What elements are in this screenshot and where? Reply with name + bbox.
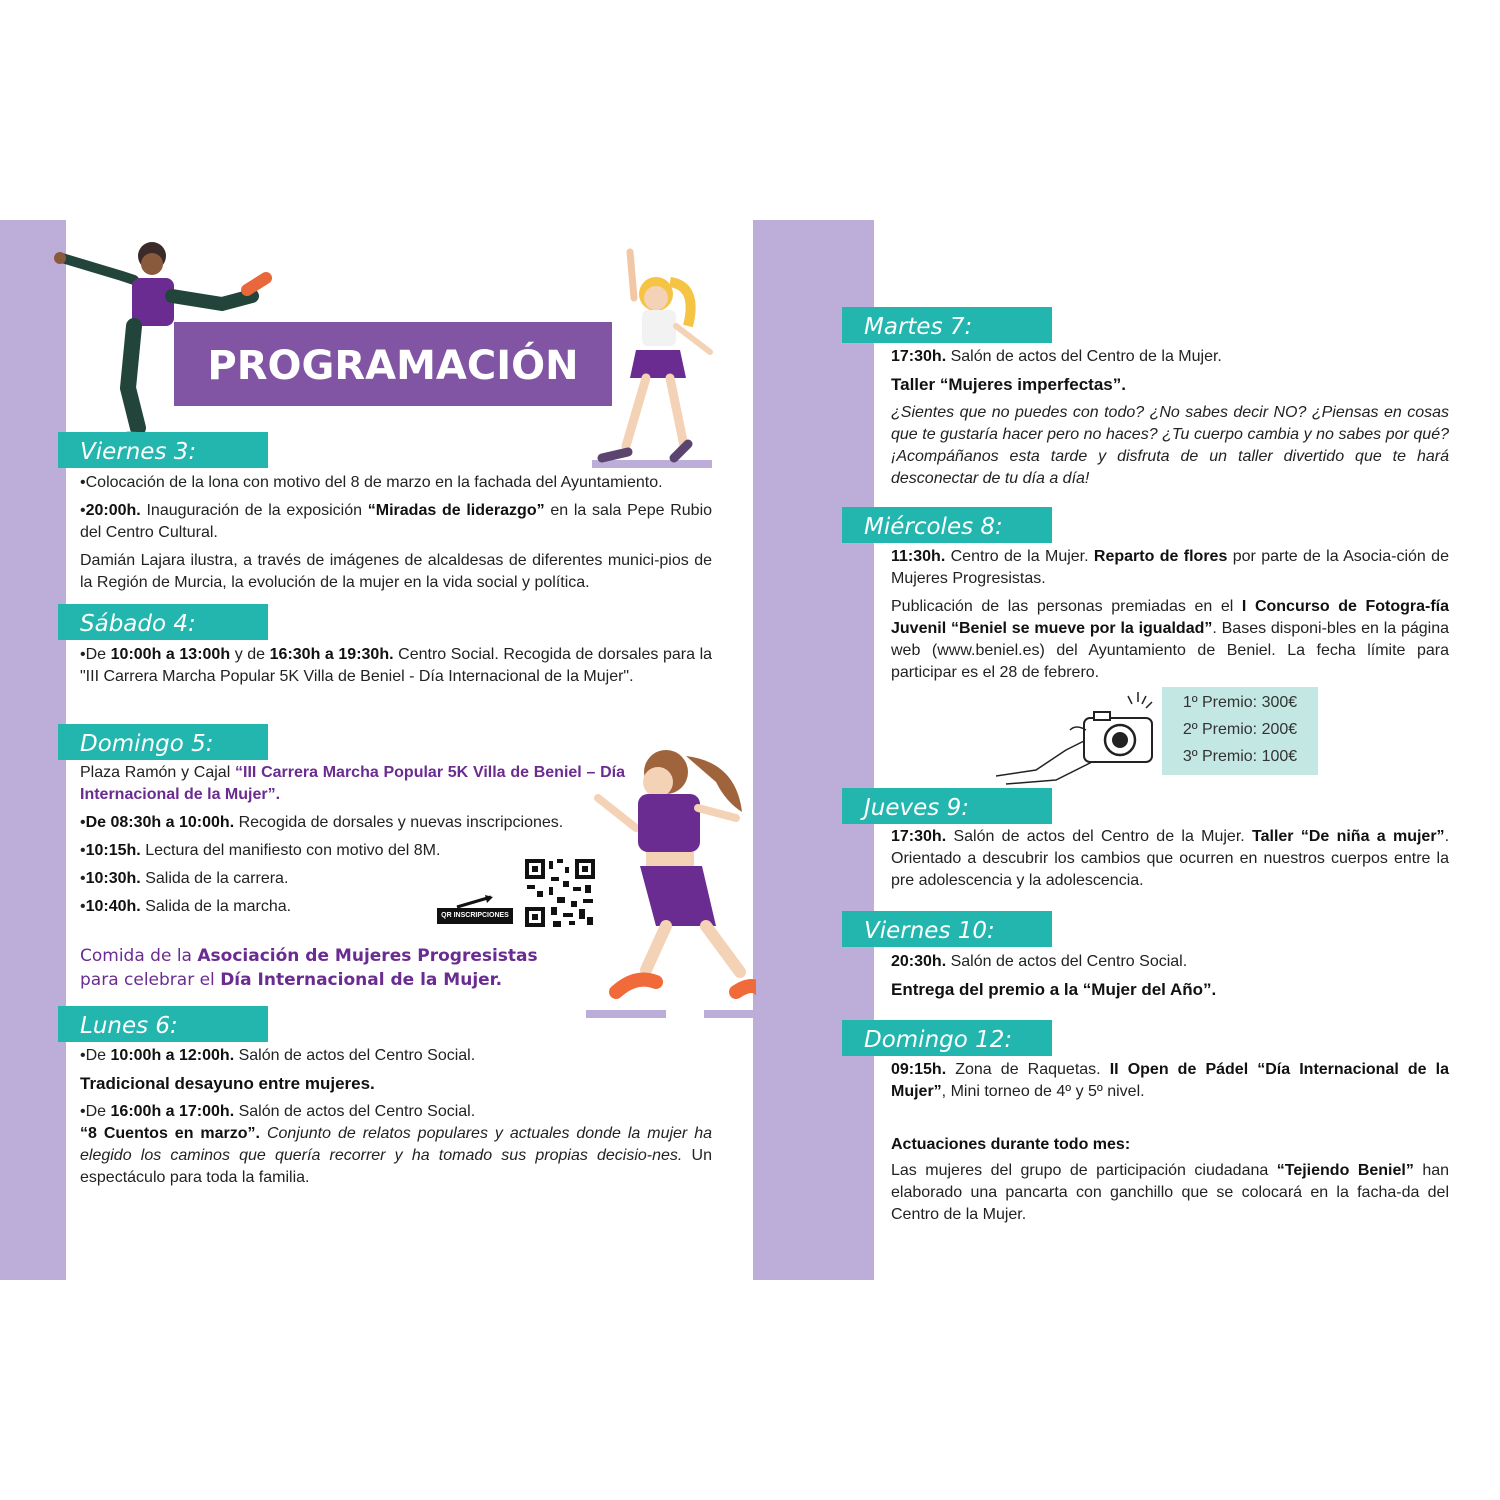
lunch-announcement: Comida de la Asociación de Mujeres Progresistas para celebrar el Día Internacional de la Mujer. bbox=[80, 946, 538, 990]
prizes-box bbox=[1162, 687, 1318, 775]
prize-3: 3º Premio: 100€ bbox=[1182, 748, 1298, 765]
runner-woman-illustration bbox=[586, 742, 756, 1022]
day-header-miercoles-8: Miércoles 8: bbox=[842, 507, 1052, 543]
domingo-5-content: Plaza Ramón y Cajal “III Carrera Marcha Popular 5K Villa de Beniel – Día Internacional de la Mujer”. • De 08:30h a 10:00h. Recogida de dorsales y nuevas inscripciones. • 10:15h. Lectura del manifiesto con motivo del 8M. • 10:30h. Salida de la carrera. • 10:40h. Salida de la marcha. bbox=[80, 762, 625, 924]
prize-2: 2º Premio: 200€ bbox=[1182, 721, 1298, 738]
day-header-viernes-3: Viernes 3: bbox=[58, 432, 268, 468]
martes-7-content: 17:30h. Salón de actos del Centro de la Mujer. Taller “Mujeres imperfectas”. ¿Sientes que no puedes con todo? ¿No sabes decir NO? ¿Piensas en cosas que te gustaría hacer pero no haces? ¿Tu cuerpo cambia y no sabes por qué? ¡Acompáñanos esta tarde y disfruta de un taller divertido que te hará desconectar de tu día a día! bbox=[891, 348, 1449, 487]
viernes-3-item-2: • 20:00h. Inauguración de la exposición “Miradas de liderazgo” en la sala Pepe Rubio del Centro Cultural. bbox=[80, 500, 712, 544]
sabado-4-content: • De 10:00h a 13:00h y de 16:30h a 19:30h. Centro Social. Recogida de dorsales para la "III Carrera Marcha Popular 5K Villa de Beniel - Día Internacional de la Mujer". bbox=[80, 644, 712, 694]
prize-1: 1º Premio: 300€ bbox=[1182, 694, 1298, 711]
miercoles-8-content: 11:30h. Centro de la Mujer. Reparto de flores por parte de la Asocia-ción de Mujeres Progresistas. Publicación de las personas premiadas en el I Concurso de Fotogra-fía Juvenil “Beniel se mueve por la igualdad”. Bases disponi-bles en la página web (www.beniel.es) del Ayuntamiento de Beniel. La fecha límite para participar es el 28 de febrero. bbox=[891, 548, 1450, 681]
lunes-6-content: • De 10:00h a 12:00h. Salón de actos del Centro Social. Tradicional desayuno entre mujeres. • De 16:00h a 17:00h. Salón de actos del Centro Social. “8 Cuentos en marzo”. Conjunto de relatos populares y actuales donde la mujer ha elegido los caminos que quería recorrer y ha tomado sus propias decisio-nes. Un espectáculo para toda la familia. bbox=[80, 1045, 712, 1195]
day-header-domingo-5: Domingo 5: bbox=[58, 724, 268, 760]
viernes-10-content: 20:30h. Salón de actos del Centro Social. Entrega del premio a la “Mujer del Año”. bbox=[891, 953, 1217, 999]
viernes-3-description: Damián Lajara ilustra, a través de imágenes de alcaldesas de diferentes munici-pios de la Región de Murcia, la evolución de la mujer en la vida social y política. bbox=[80, 552, 712, 591]
actuaciones-section: Actuaciones durante todo mes: Las mujeres del grupo de participación ciudadana “Tejiendo Beniel” han elaborado una pancarta con ganchillo que se colocará en la facha-da del Centro de la Mujer. bbox=[891, 1136, 1450, 1223]
day-header-jueves-9: Jueves 9: bbox=[842, 788, 1052, 824]
viernes-3-item-1: • Colocación de la lona con motivo del 8 de marzo en la fachada del Ayuntamiento. bbox=[80, 472, 712, 494]
day-header-domingo-12: Domingo 12: bbox=[842, 1020, 1052, 1056]
day-header-lunes-6: Lunes 6: bbox=[58, 1006, 268, 1042]
jueves-9-content: 17:30h. Salón de actos del Centro de la Mujer. Taller “De niña a mujer”. Orientado a descubrir los cambios que ocurren en nuestros cuerpos entre la pre adolescencia y la adolescencia. bbox=[891, 828, 1450, 889]
actuaciones-heading: Actuaciones durante todo mes: bbox=[891, 1136, 1131, 1153]
center-lavender-strip bbox=[753, 220, 874, 1280]
camera-in-hand-illustration bbox=[996, 690, 1160, 786]
domingo-12-content: 09:15h. Zona de Raquetas. II Open de Pádel “Día Internacional de la Mujer”, Mini torneo de 4º y 5º nivel. bbox=[891, 1061, 1450, 1100]
viernes-3-content bbox=[80, 472, 712, 600]
day-header-viernes-10: Viernes 10: bbox=[842, 911, 1052, 947]
day-header-martes-7: Martes 7: bbox=[842, 307, 1052, 343]
day-header-sabado-4: Sábado 4: bbox=[58, 604, 268, 640]
page-title: PROGRAMACIÓN 8M bbox=[174, 322, 612, 406]
qr-inscripciones-label: QR INSCRIPCIONES bbox=[437, 908, 513, 924]
arrow-icon bbox=[455, 893, 495, 909]
